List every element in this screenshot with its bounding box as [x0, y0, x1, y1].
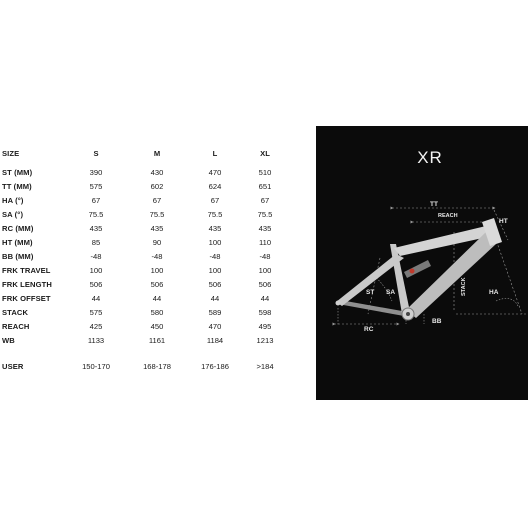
geometry-diagram-panel [316, 126, 528, 400]
table-cell: 470 [208, 168, 222, 177]
table-cell: 1161 [148, 336, 166, 345]
table-cell: 100 [208, 266, 222, 275]
table-cell: 651 [258, 182, 272, 191]
table-cell: 1213 [256, 336, 274, 345]
size-xl-header: XL [260, 149, 270, 158]
frame [336, 218, 503, 320]
row-label-frk-offset: FRK OFFSET [2, 294, 51, 303]
table-cell: >184 [256, 362, 274, 371]
label-st: ST [366, 289, 375, 296]
row-label-rc: RC (MM) [2, 224, 34, 233]
label-tt: TT [430, 201, 438, 208]
table-cell: 450 [150, 322, 164, 331]
label-rc: RC [364, 326, 374, 333]
table-cell: 506 [150, 280, 164, 289]
table-cell: 506 [258, 280, 272, 289]
size-s-header: S [93, 149, 99, 158]
label-reach: REACH [438, 213, 458, 219]
model-name: XR [417, 148, 443, 167]
table-cell: 67 [91, 196, 101, 205]
table-cell: 575 [89, 182, 103, 191]
row-label-frk-length: FRK LENGTH [2, 280, 52, 289]
table-cell: 75.5 [149, 210, 165, 219]
label-ht: HT [499, 218, 508, 225]
table-cell: 435 [150, 224, 164, 233]
table-cell: 67 [260, 196, 270, 205]
table-cell: 100 [258, 266, 272, 275]
table-cell: 67 [152, 196, 162, 205]
table-cell: 506 [208, 280, 222, 289]
row-label-ht: HT (MM) [2, 238, 33, 247]
table-cell: 510 [258, 168, 272, 177]
table-cell: 430 [150, 168, 164, 177]
table-cell: 90 [152, 238, 162, 247]
label-sa: SA [386, 289, 396, 296]
row-label-bb: BB (MM) [2, 252, 34, 261]
table-cell: 176-186 [201, 362, 229, 371]
table-cell: -48 [151, 252, 163, 261]
row-label-frk-travel: FRK TRAVEL [2, 266, 51, 275]
table-cell: 1184 [206, 336, 224, 345]
table-cell: 435 [89, 224, 103, 233]
row-label-reach: REACH [2, 322, 30, 331]
size-m-header: M [153, 149, 161, 158]
row-label-sa: SA (°) [2, 210, 24, 219]
table-cell: 506 [89, 280, 103, 289]
table-cell: 495 [258, 322, 272, 331]
table-cell: 168-178 [143, 362, 171, 371]
table-cell: 598 [258, 308, 272, 317]
row-label-user: USER [2, 362, 24, 371]
table-cell: 85 [91, 238, 101, 247]
table-cell: 44 [210, 294, 220, 303]
table-cell: 75.5 [257, 210, 273, 219]
row-label-stack: STACK [2, 308, 29, 317]
table-cell: 1133 [87, 336, 105, 345]
row-label-tt: TT (MM) [2, 182, 32, 191]
table-cell: 575 [89, 308, 103, 317]
table-cell: -48 [259, 252, 271, 261]
table-cell: -48 [209, 252, 221, 261]
label-ha: HA [489, 289, 499, 296]
table-cell: 602 [150, 182, 164, 191]
table-cell: 390 [89, 168, 103, 177]
table-cell: 470 [208, 322, 222, 331]
table-cell: 624 [208, 182, 222, 191]
table-cell: 100 [89, 266, 103, 275]
table-cell: 425 [89, 322, 103, 331]
table-cell: 435 [258, 224, 272, 233]
row-label-wb: WB [2, 336, 15, 345]
table-cell: 110 [258, 238, 272, 247]
table-cell: 150-170 [82, 362, 110, 371]
table-cell: 75.5 [88, 210, 104, 219]
table-cell: 580 [150, 308, 164, 317]
row-label-ha: HA (°) [2, 196, 24, 205]
table-cell: 100 [150, 266, 164, 275]
row-label-st: ST (MM) [2, 168, 33, 177]
table-cell: 44 [260, 294, 270, 303]
size-header: SIZE [2, 149, 20, 158]
size-l-header: L [212, 149, 218, 158]
table-cell: 435 [208, 224, 222, 233]
label-bb: BB [432, 318, 442, 325]
bike-frame-diagram [316, 126, 528, 400]
table-cell: 44 [152, 294, 162, 303]
table-cell: 100 [208, 238, 222, 247]
table-cell: 589 [208, 308, 222, 317]
table-cell: -48 [90, 252, 102, 261]
table-cell: 67 [210, 196, 220, 205]
table-cell: 44 [91, 294, 101, 303]
label-stack: STACK [461, 277, 467, 296]
table-cell: 75.5 [207, 210, 223, 219]
